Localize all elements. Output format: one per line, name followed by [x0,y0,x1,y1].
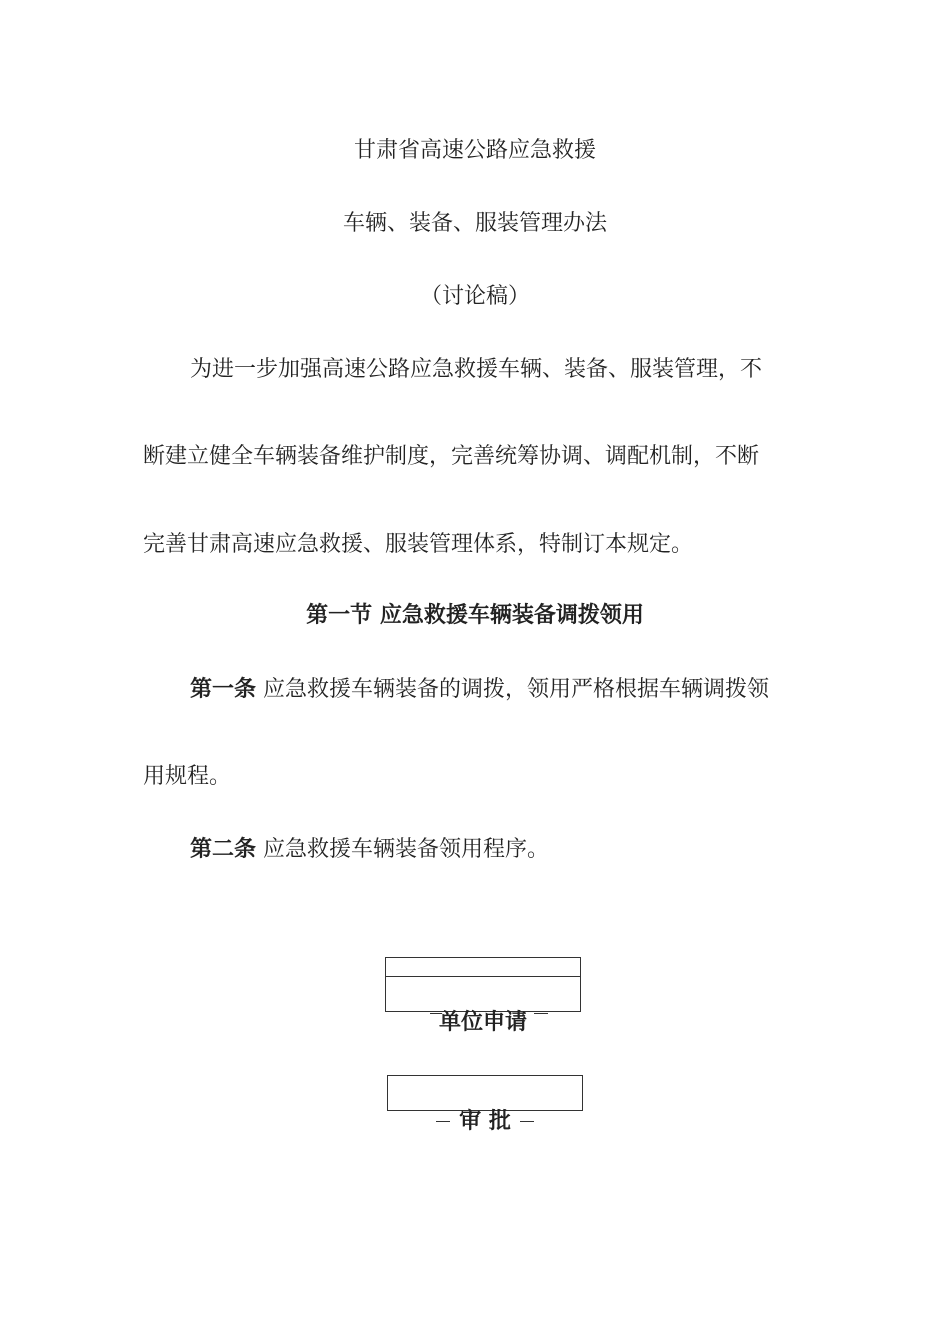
article-2-text: 应急救援车辆装备领用程序。 [256,837,550,862]
flowchart-step-apply: 单位申请 [438,1010,527,1035]
article-1-line-1 [190,675,769,705]
document-subtitle: 车辆、装备、服装管理办法 [342,211,607,236]
article-1-label: 第一条 [190,677,257,702]
intro-line-3: 完善甘肃高速应急救援、服装管理体系，特制订本规定。 [143,532,694,557]
article-2-label: 第二条 [190,837,257,862]
article-2-line [190,835,549,865]
flowchart-box-apply [385,976,581,1012]
article-1-line-2: 用规程。 [143,764,232,789]
draft-label: （讨论稿） [419,284,530,309]
flowchart-box-approve [387,1075,583,1111]
intro-line-1: 为进一步加强高速公路应急救援车辆、装备、服装管理，不 [190,357,763,382]
article-1-text: 应急救援车辆装备的调拨，领用严格根据车辆调拨领 [256,677,770,702]
flowchart-box-top [385,957,581,977]
section-heading: 第一节 应急救援车辆装备调拨领用 [306,603,644,628]
flowchart-step-approve: 审 批 [459,1109,511,1134]
intro-line-2: 断建立健全车辆装备维护制度，完善统筹协调、调配机制，不断 [143,444,760,469]
document-title: 甘肃省高速公路应急救援 [353,138,596,163]
